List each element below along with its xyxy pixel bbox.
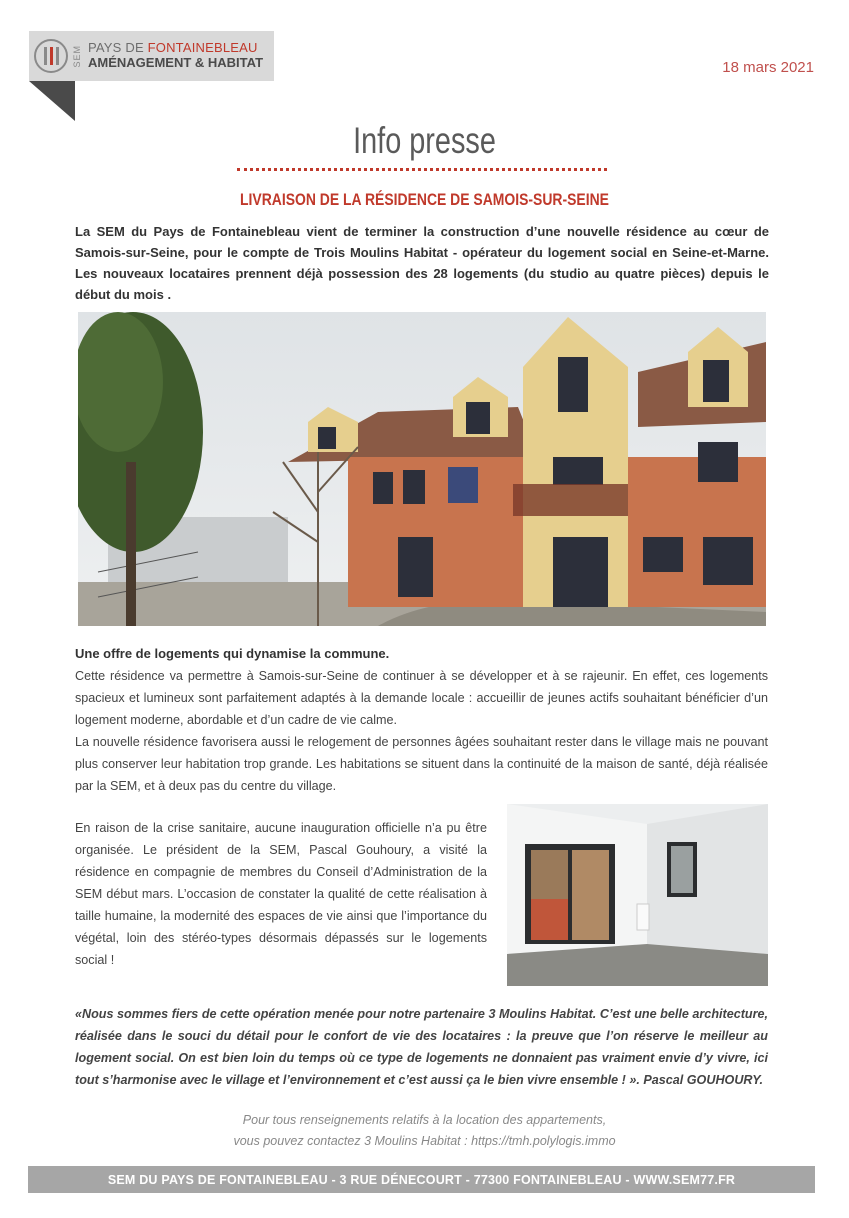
interior-photo: [507, 804, 768, 986]
residence-photo: [78, 312, 766, 626]
paragraph-1: Cette résidence va permettre à Samois-sur-Seine de continuer à se développer et à se rajeunir. En effet, ces logements spacieux et lumineux sont parfaitement adaptés à la demande locale : accueillir de jeunes actifs souhaitant bénéficier d’un logement moderne, abordable et d’un cadre de vie calme.: [75, 669, 768, 727]
contact-info: [0, 1110, 849, 1152]
president-quote: «Nous sommes fiers de cette opération menée pour notre partenaire 3 Moulins Habitat. C’est une belle architecture, réalisée dans le souci du détail pour le confort de vie des locataires : la preuve que l’on réserve le meilleur au logement social. On est bien loin du temps où ce type de logements ne donnaient pas vraiment envie d’y vivre, ici tout s’harmonise avec le village et l’environnement et c’est aussi ça le bien vivre ensemble ! ». Pascal GOUHOURY.: [75, 1007, 768, 1087]
page-title: Info presse: [353, 120, 496, 161]
logo-sem-label: SEM: [72, 44, 82, 68]
logo-corner-triangle: [29, 81, 75, 121]
headline: LIVRAISON DE LA RÉSIDENCE DE SAMOIS-SUR-SEINE: [240, 190, 609, 209]
logo-line2: AMÉNAGEMENT & HABITAT: [88, 55, 264, 70]
logo-line1-red: FONTAINEBLEAU: [147, 40, 258, 56]
lead-paragraph: La SEM du Pays de Fontainebleau vient de terminer la construction d’une nouvelle résidence au cœur de Samois-sur-Seine, pour le compte de Trois Moulins Habitat - opérateur du logement social en Seine-et-Marne. Les nouveaux locataires prennent déjà possession des 28 logements (du studio au quatre pièces) depuis le début du mois .: [75, 224, 769, 302]
paragraph-3: En raison de la crise sanitaire, aucune inauguration officielle n’a pu être organisée. Le président de la SEM, Pascal Gouhoury, a visité la résidence en compagnie de membres du Conseil d’Administration de la SEM début mars. L’occasion de constater la qualité de cette réalisation à taille humaine, la modernité des espaces de vie ainsi que l’importance du végétal, loin des stéréo-types désormais dépassés sur le logements social !: [75, 821, 487, 967]
title-divider: [237, 168, 607, 171]
logo-line1: [88, 41, 263, 56]
logo-emblem-icon: [34, 39, 68, 73]
press-date: 18 mars 2021: [722, 59, 814, 76]
logo-text: [88, 41, 263, 71]
contact-line-2: vous pouvez contactez 3 Moulins Habitat : https://tmh.polylogis.immo: [233, 1134, 616, 1148]
logo: [29, 31, 274, 81]
paragraph-2: La nouvelle résidence favorisera aussi le relogement de personnes âgées souhaitant rester dans le village mais ne pouvant plus conserver leur habitation trop grande. Les habitations se situent dans la continuité de la maison de santé, déjà réalisée par la SEM, et à deux pas du centre du village.: [75, 735, 768, 793]
footer-bar: SEM DU PAYS DE FONTAINEBLEAU - 3 RUE DÉNECOURT - 77300 FONTAINEBLEAU - WWW.SEM77.FR: [28, 1166, 815, 1193]
logo-line1-grey: PAYS DE: [88, 40, 148, 56]
contact-line-1: Pour tous renseignements relatifs à la location des appartements,: [242, 1113, 607, 1127]
section-title: Une offre de logements qui dynamise la commune.: [75, 646, 390, 661]
